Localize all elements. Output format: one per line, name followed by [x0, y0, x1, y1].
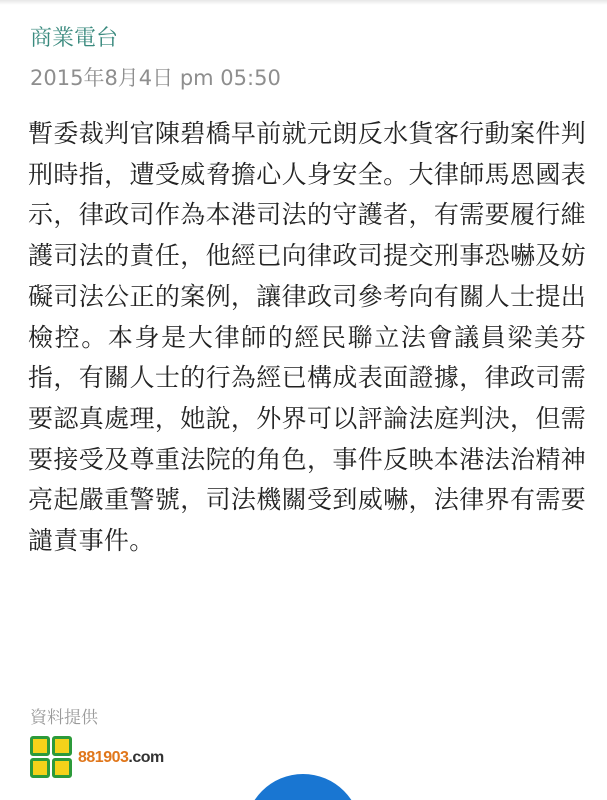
article-body: 暫委裁判官陳碧橋早前就元朗反水貨客行動案件判刑時指，遭受威脅擔心人身安全。大律師馬恩國表示，律政司作為本港司法的守護者，有需要履行維護司法的責任，他經已向律政司提交刑事恐嚇及妨礙司法公正的案例，讓律政司參考向有關人士提出檢控。本身是大律師的經民聯立法會議員梁美芬指，有關人士的行為經已構成表面證據，律政司需要認真處理，她說，外界可以評論法庭判決，但需要接受及尊重法院的角色，事件反映本港法治精神亮起嚴重警號，司法機關受到威嚇，法律界有需要譴責事件。	[28, 119, 586, 556]
logo-mark-icon	[30, 736, 74, 780]
credit-label: 資料提供	[30, 708, 98, 728]
post-timestamp: 2015年8月4日 pm 05:50	[30, 66, 281, 90]
news-source[interactable]: 商業電台	[30, 26, 119, 51]
logo-text	[78, 749, 164, 767]
floating-action-button[interactable]	[245, 774, 361, 800]
provider-logo[interactable]	[30, 736, 170, 780]
logo-number: 881903	[78, 749, 129, 766]
logo-domain: .com	[128, 749, 164, 766]
top-divider	[0, 0, 607, 5]
